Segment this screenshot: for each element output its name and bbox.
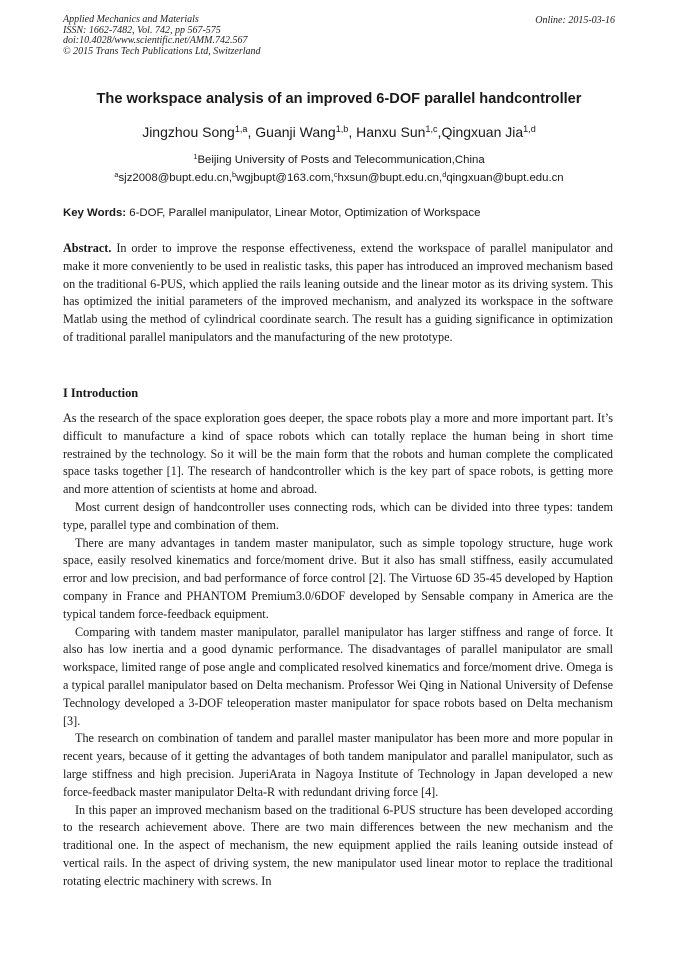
keywords-label: Key Words: [63,207,127,219]
author-name: Jingzhou Song [142,124,235,140]
issn-line: ISSN: 1662-7482, Vol. 742, pp 567-575 [63,24,221,36]
email-address[interactable]: qingxuan@bupt.edu.cn [446,172,564,184]
affiliation-text: Beijing University of Posts and Telecommunication,China [197,154,485,166]
journal-name: Applied Mechanics and Materials [63,14,199,25]
author-separator: , [437,124,442,140]
keywords [63,207,623,219]
online-date: Online: 2015-03-16 [535,15,615,26]
email-address[interactable]: hxsun@bupt.edu.cn, [337,172,443,184]
abstract-label: Abstract. [63,241,112,255]
author-list [40,124,638,140]
body-paragraph: Comparing with tandem master manipulator, parallel manipulator has larger stiffness and range of force. It also has low inertia and a good dynamic performance. The disadvantages of parallel manipulator are small workspace, limited range of pose angle and complicated resolved kinematics and force/moment drive. Omega is a typical parallel manipulator based on Delta mechanism. Professor Wei Qing in National University of Defense Technology developed a 3-DOF teleoperation master manipulator for space robots based on Delta mechanism [3]. [63,624,613,728]
abstract [63,240,613,347]
author-name: Hanxu Sun [356,124,426,140]
author-affil-marker: 1,d [523,124,536,134]
affiliation-marker: 1 [193,151,198,161]
author-separator: , [348,124,357,140]
author-separator: , [247,124,256,140]
author-affil-marker: 1,a [234,124,248,134]
introduction-body [63,410,613,891]
email-marker: c [333,169,338,179]
body-paragraph: Most current design of handcontroller uses connecting rods, which can be divided into three types: tandem type, parallel type and combination of them. [63,499,613,532]
section-heading: I Introduction [63,386,139,400]
author-affil-marker: 1,c [425,124,438,134]
journal-header [63,15,261,57]
email-marker: d [442,169,447,179]
email-address[interactable]: wgjbupt@163.com, [236,172,334,184]
body-paragraph: As the research of the space exploration goes deeper, the space robots play a more and more important part. It’s difficult to manufacture a kind of space robots which can totally replace the human being in short time restrained by the technology. So it will be the main form that the robots and human complete the complicated space tasks together [1]. The research of handcontroller which is the key part of space robots, is getting more and more attention of scientists at home and abroad. [63,411,613,497]
copyright-line: © 2015 Trans Tech Publications Ltd, Switzerland [63,45,261,57]
email-list [40,169,638,184]
author-name: Qingxuan Jia [441,124,524,140]
body-paragraph: There are many advantages in tandem master manipulator, such as simple topology structure, huge work space, easily resolved kinematics and force/moment drive. But it also has small stiffness, easily accumulated error and low precision, and bad performance of force control [2]. The Virtuose 6D 35-45 developed by Haption company in France and PHANTOM Premium3.0/6DOF developed by Sensable company in America are the typical tandem force-feedback equipment. [63,535,613,621]
email-address[interactable]: sjz2008@bupt.edu.cn, [118,172,232,184]
affiliation [40,151,638,166]
email-marker: a [114,169,119,179]
keywords-text: 6-DOF, Parallel manipulator, Linear Motor, Optimization of Workspace [129,207,481,219]
paper-title: The workspace analysis of an improved 6-DOF parallel handcontroller [96,91,582,107]
body-paragraph: In this paper an improved mechanism based on the traditional 6-PUS structure has been developed according to the research achievement above. There are two main differences between the new mechanism and the traditional one. In the aspect of mechanism, the new equipment applied the rails leaning outside instead of vertical rails. In the aspect of driving system, the new manipulator used linear motor to replace the traditional rotating electric machinery with screws. In [63,802,613,888]
abstract-text: In order to improve the response effectiveness, extend the workspace of parallel manipulator and make it more conveniently to be used in realistic tasks, this paper has introduced an improved mechanism based on the traditional 6-PUS, which applied the rails leaning outside and the linear motor as its driving system. This has optimized the initial parameters of the improved mechanism, and analyzed its workspace in the software Matlab using the method of cylindrical coordinate search. The result has a guiding significance in optimization of traditional parallel manipulators and the manufacturing of the new prototype. [63,241,613,344]
body-paragraph: The research on combination of tandem and parallel master manipulator has been more and more popular in recent years, because of it getting the advantages of both tandem manipulator and parallel manipulator, such as large stiffness and high precision. JuperiArata in Nagoya Institute of Technology in Japan developed a new force-feedback master manipulator Delta-R with redundant driving force [4]. [63,731,613,799]
author-affil-marker: 1,b [335,124,349,134]
email-marker: b [232,169,237,179]
author-name: Guanji Wang [255,124,336,140]
doi-line[interactable]: doi:10.4028/www.scientific.net/AMM.742.567 [63,35,248,46]
